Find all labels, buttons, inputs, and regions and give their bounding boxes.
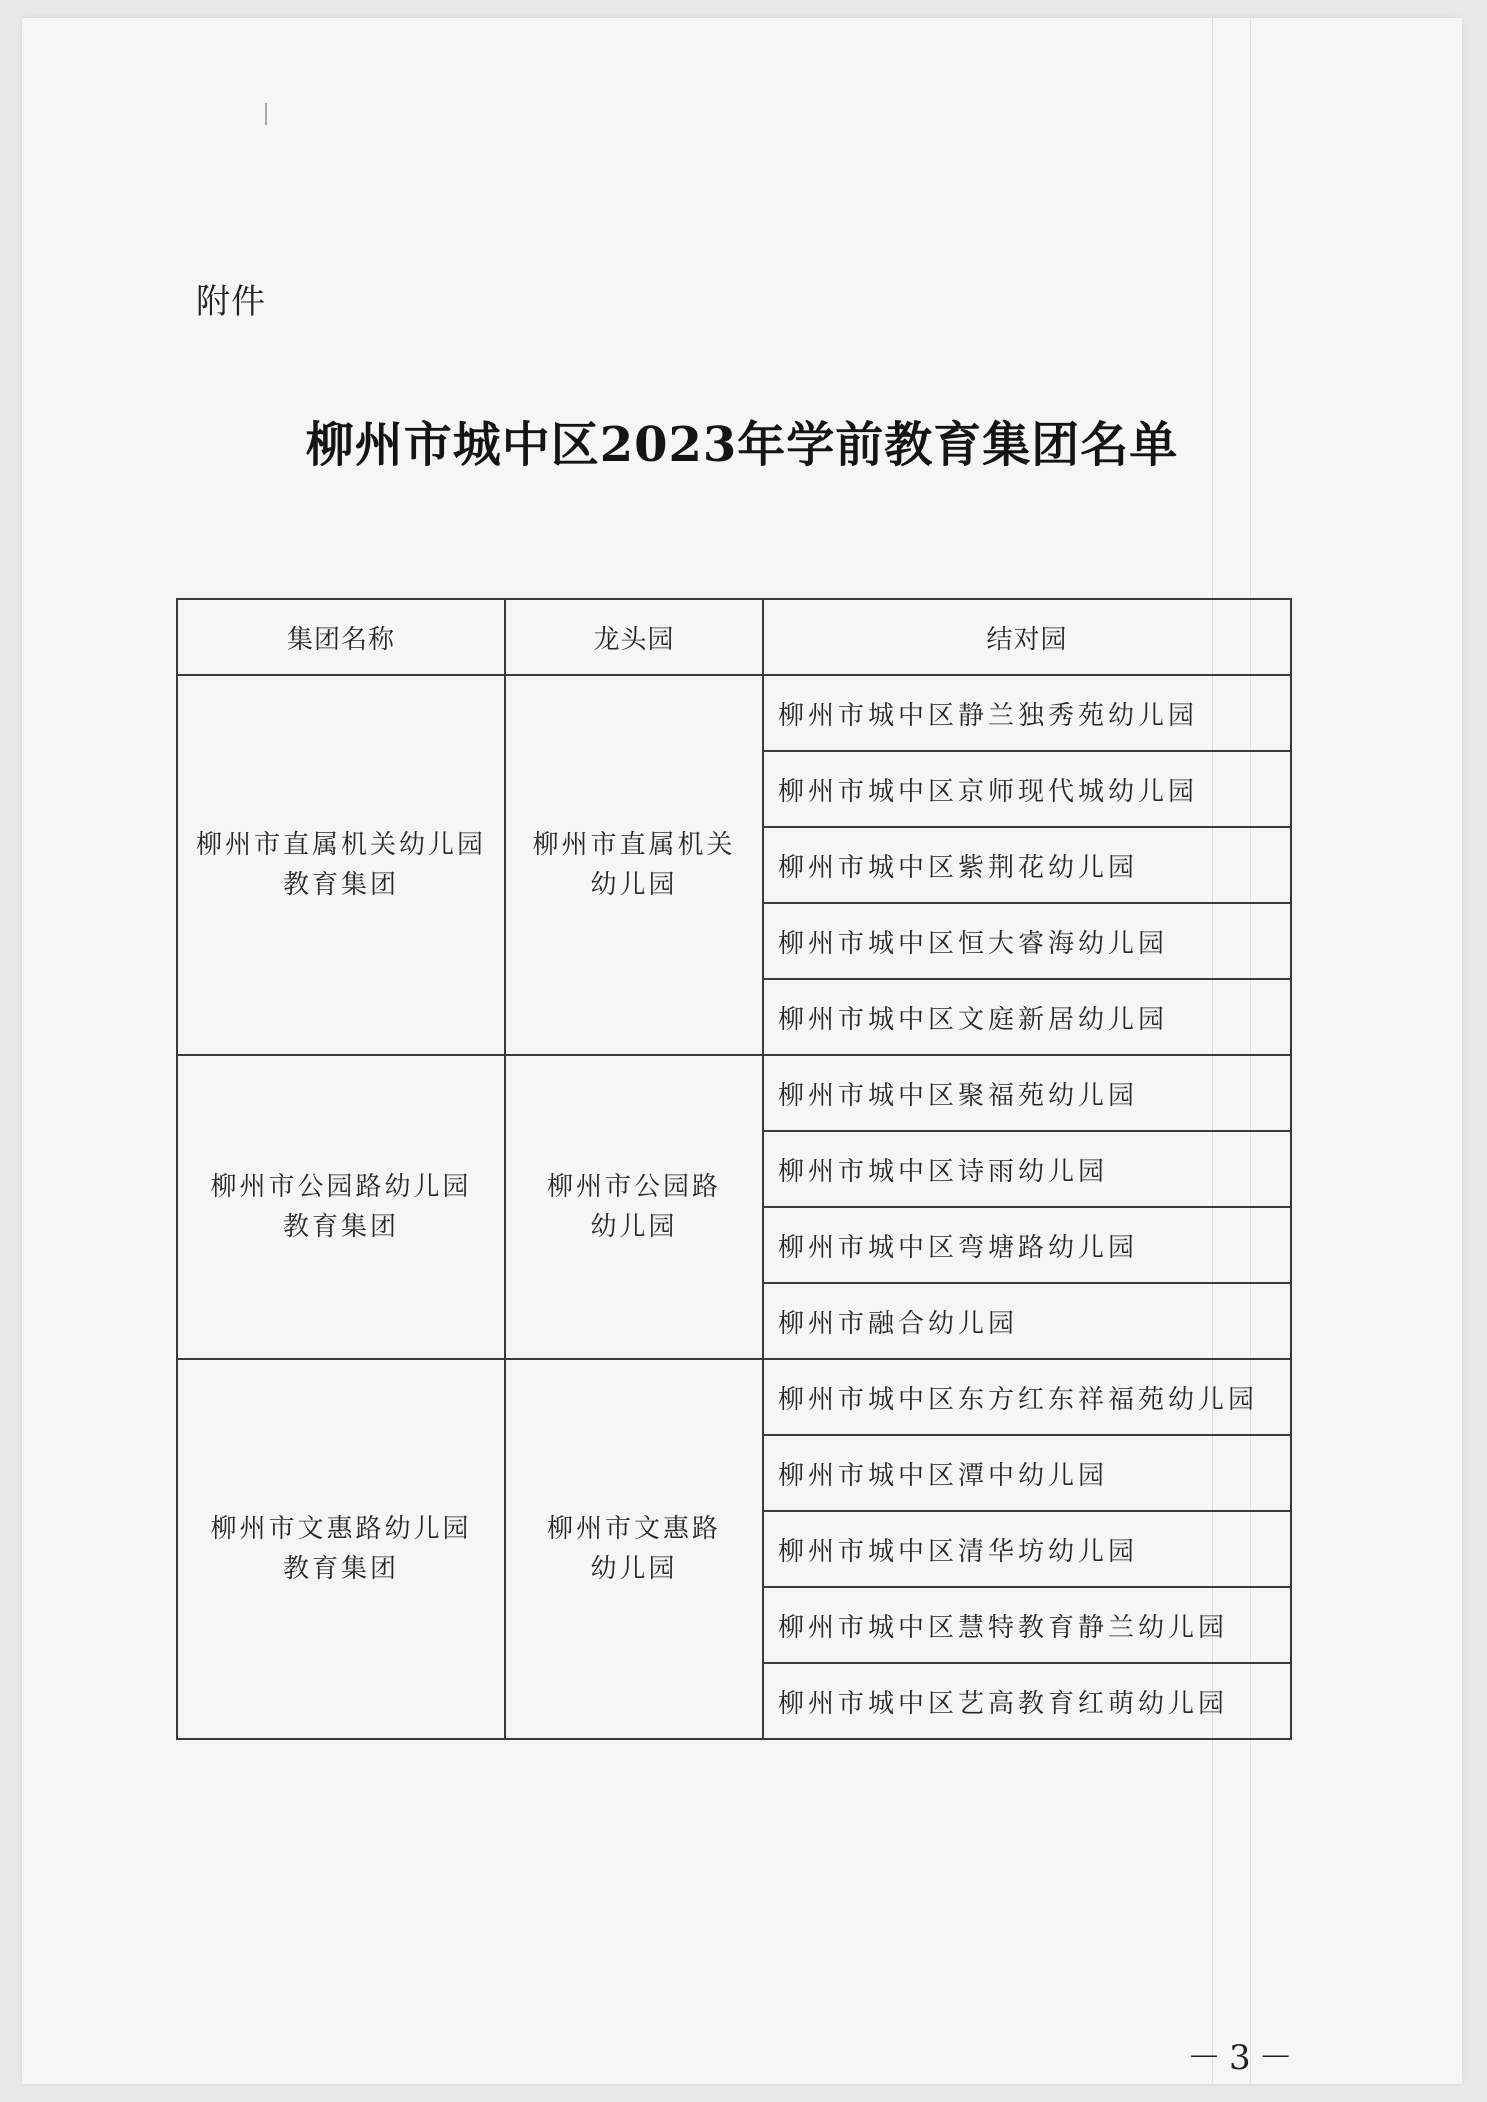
partner-kindergarten-cell: 柳州市融合幼儿园 (763, 1283, 1291, 1359)
partner-kindergarten-cell: 柳州市城中区恒大睿海幼儿园 (763, 903, 1291, 979)
partner-kindergarten-cell: 柳州市城中区慧特教育静兰幼儿园 (763, 1587, 1291, 1663)
table-row (177, 1359, 1291, 1435)
lead-name-line: 柳州市文惠路 (546, 1514, 721, 1544)
lead-name-line: 柳州市直属机关 (532, 830, 736, 860)
education-groups-table (176, 598, 1292, 1740)
partner-kindergarten-cell: 柳州市城中区清华坊幼儿园 (763, 1511, 1291, 1587)
group-name-line: 柳州市文惠路幼儿园 (210, 1514, 472, 1544)
header-lead-kindergarten: 龙头园 (505, 599, 763, 675)
partner-kindergarten-cell: 柳州市城中区聚福苑幼儿园 (763, 1055, 1291, 1131)
partner-kindergarten-cell: 柳州市城中区诗雨幼儿园 (763, 1131, 1291, 1207)
partner-kindergarten-cell: 柳州市城中区紫荆花幼儿园 (763, 827, 1291, 903)
lead-name-line: 柳州市公园路 (546, 1172, 721, 1202)
partner-kindergarten-cell: 柳州市城中区京师现代城幼儿园 (763, 751, 1291, 827)
partner-kindergarten-cell: 柳州市城中区艺高教育红萌幼儿园 (763, 1663, 1291, 1739)
header-group-name: 集团名称 (177, 599, 505, 675)
table-row (177, 675, 1291, 751)
lead-name-line: 幼儿园 (590, 1554, 678, 1584)
group-name-line: 教育集团 (282, 870, 399, 900)
document-page (22, 18, 1462, 2084)
header-partner-kindergarten: 结对园 (763, 599, 1291, 675)
lead-name-line: 幼儿园 (590, 1212, 678, 1242)
group-name-cell (177, 1055, 505, 1359)
scan-artifact-mark (265, 103, 267, 125)
group-name-line: 柳州市公园路幼儿园 (210, 1172, 472, 1202)
partner-kindergarten-cell: 柳州市城中区东方红东祥福苑幼儿园 (763, 1359, 1291, 1435)
lead-name-line: 幼儿园 (590, 870, 678, 900)
lead-kindergarten-cell (505, 675, 763, 1055)
partner-kindergarten-cell: 柳州市城中区弯塘路幼儿园 (763, 1207, 1291, 1283)
lead-kindergarten-cell (505, 1055, 763, 1359)
table-header-row (177, 599, 1291, 675)
table-row (177, 1055, 1291, 1131)
group-name-cell (177, 1359, 505, 1739)
attachment-label: 附件 (196, 282, 266, 322)
partner-kindergarten-cell: 柳州市城中区静兰独秀苑幼儿园 (763, 675, 1291, 751)
group-name-cell (177, 675, 505, 1055)
group-name-line: 教育集团 (282, 1554, 399, 1584)
group-name-line: 柳州市直属机关幼儿园 (195, 830, 486, 860)
page-number: －3－ (1187, 2038, 1301, 2078)
lead-kindergarten-cell (505, 1359, 763, 1739)
partner-kindergarten-cell: 柳州市城中区文庭新居幼儿园 (763, 979, 1291, 1055)
partner-kindergarten-cell: 柳州市城中区潭中幼儿园 (763, 1435, 1291, 1511)
group-name-line: 教育集团 (282, 1212, 399, 1242)
document-title: 柳州市城中区2023年学前教育集团名单 (305, 417, 1179, 473)
